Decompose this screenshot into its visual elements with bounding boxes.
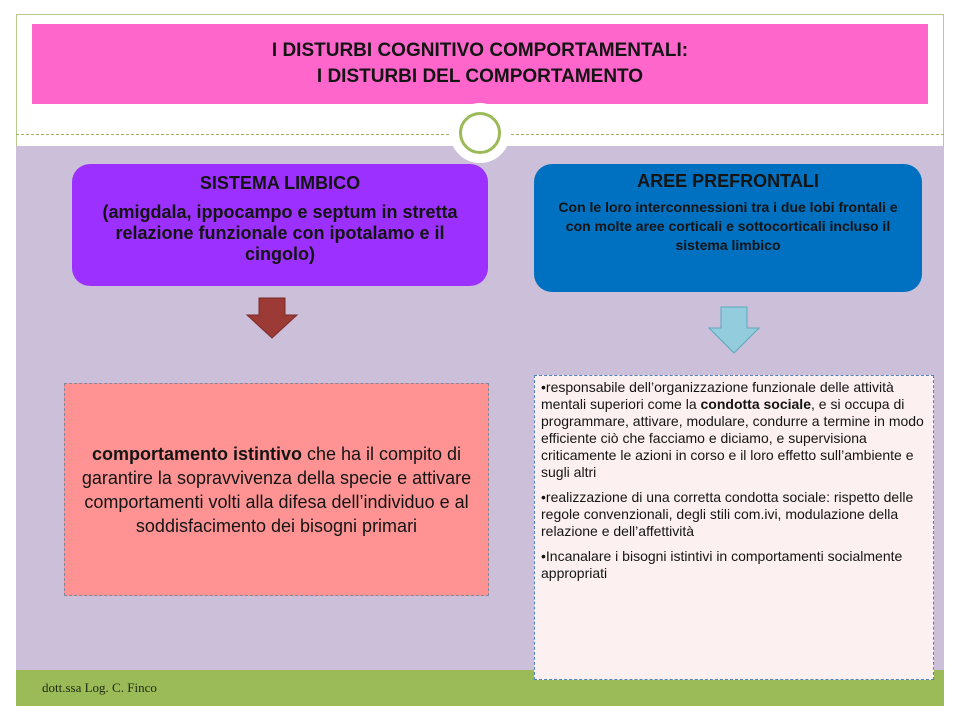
list-item: •realizzazione di una corretta condotta sociale: rispetto delle regole convenzionali, degli stili com.ivi, modulazione della relazione e dell’affettività (541, 489, 914, 539)
limbic-heading: SISTEMA LIMBICO (199, 173, 361, 193)
limbic-system-box (72, 164, 488, 286)
title-line-1: I DISTURBI COGNITIVO COMPORTAMENTALI: (271, 40, 689, 61)
title-line-2: I DISTURBI DEL COMPORTAMENTO (316, 66, 644, 87)
slide-title (32, 24, 928, 104)
limbic-description: (amigdala, ippocampo e septum in stretta relazione funzionale con ipotalamo e il cingolo) (102, 202, 458, 264)
instinctive-behaviour-rest: che ha il compito di garantire la sopravvivenza della specie e attivare comportamenti volti alla difesa dell’individuo e al soddisfacimento dei bisogni primari (81, 443, 472, 536)
down-arrow-icon (708, 306, 760, 354)
prefrontal-description: Con le loro interconnessioni tra i due lobi frontali e con molte aree corticali e sottocorticali incluso il sistema limbico (558, 199, 898, 253)
footer-author: dott.ssa Log. C. Finco (42, 680, 157, 695)
list-item: •Incanalare i bisogni istintivi in comportamenti socialmente appropriati (541, 548, 903, 581)
down-arrow-icon (246, 297, 298, 339)
prefrontal-functions-list (534, 375, 934, 680)
prefrontal-heading: AREE PREFRONTALI (637, 171, 819, 191)
prefrontal-areas-box (534, 164, 922, 292)
instinctive-behaviour-box (64, 383, 489, 596)
instinctive-behaviour-text (79, 442, 474, 538)
list-item: •responsabile dell’organizzazione funzionale delle attività mentali superiori come la condotta sociale, e si occupa di programmare, attivare, modulare, condurre a termine in modo efficiente ciò che facciamo e diciamo, e supervisiona criticamente le azioni in corso e il loro effetto sull’ambiente e sugli altri (541, 379, 924, 480)
circle-ornament-ring (459, 112, 501, 154)
instinctive-behaviour-term: comportamento istintivo (91, 443, 302, 464)
